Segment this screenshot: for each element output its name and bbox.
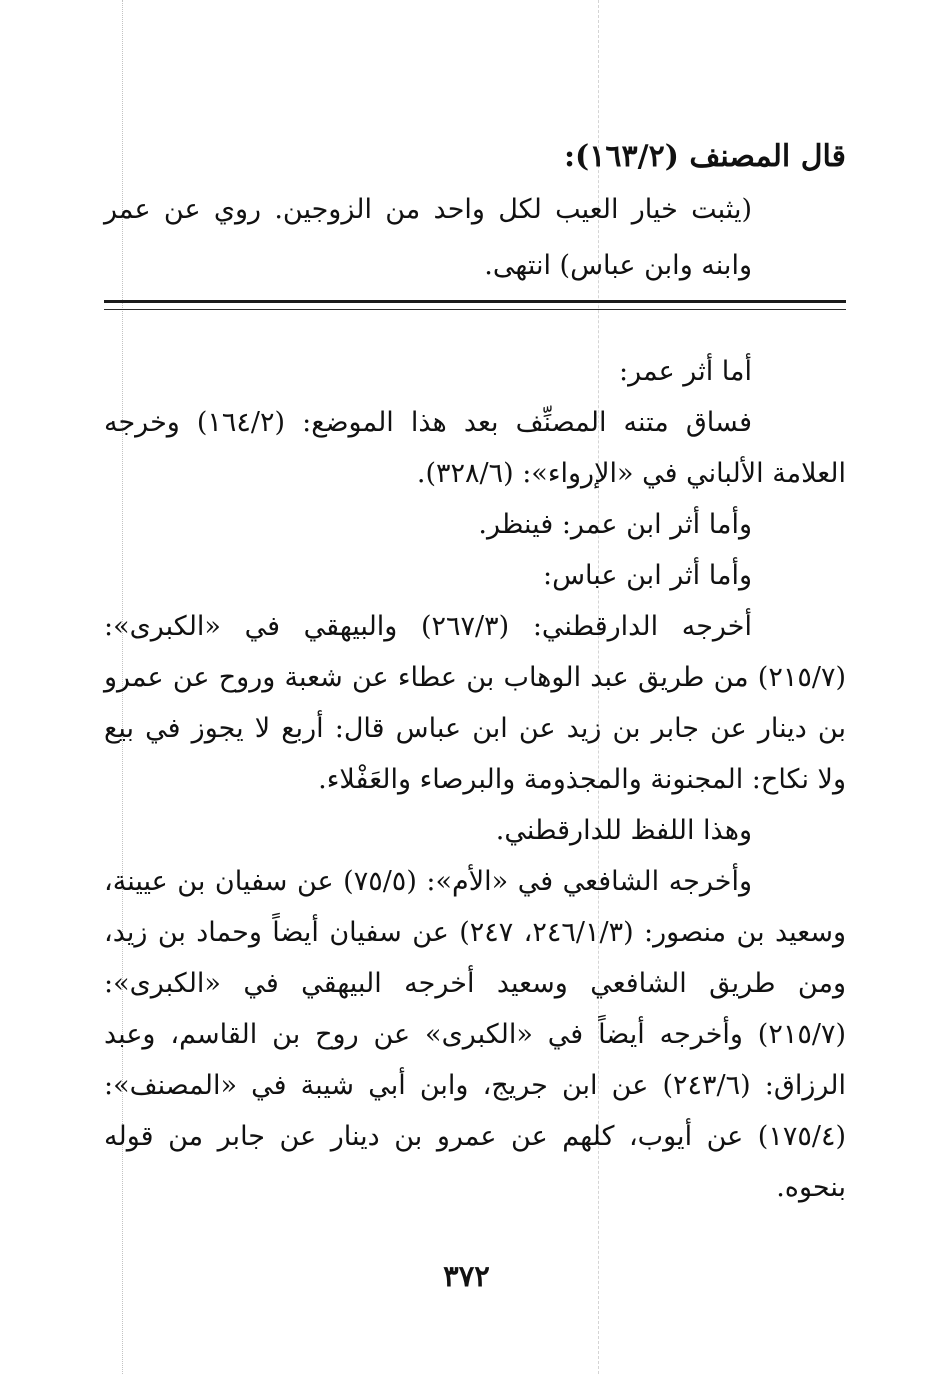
divider-thick-line [104, 300, 846, 303]
author-quote-text: (يثبت خيار العيب لكل واحد من الزوجين. روي عن عمر وابنه وابن عباس) انتهى. [104, 194, 752, 281]
paragraph-shafii: وأخرجه الشافعي في «الأم»: (٧٥/٥) عن سفيان بن عيينة، وسعيد بن منصور: (٢٤٦/١/٣، ٢٤٧) عن سفيان أيضاً وحماد بن زيد، ومن طريق الشافعي وسعيد أخرجه البيهقي في «الكبرى»: (٢١٥/٧) وأخرجه أيضاً في «الكبرى» عن روح بن القاسم، وعبد الرزاق: (٢٤٣/٦) عن ابن جريج، وابن أبي شيبة في «المصنف»: (١٧٥/٤) عن أيوب، كلهم عن عمرو بن دينار عن جابر من قوله بنحوه. [104, 866, 847, 1203]
paragraph-daraqutni: أخرجه الدارقطني: (٢٦٧/٣) والبيهقي في «الكبرى»: (٢١٥/٧) من طريق عبد الوهاب بن عطاء عن شعبة وروح عن عمرو بن دينار عن جابر بن زيد عن ابن عباس قال: أربع لا يجوز في بيع ولا نكاح: المجنونة والمجذومة والبرصاء والعَفْلاء. [104, 611, 846, 795]
divider-thin-line [104, 309, 846, 310]
section-heading: قال المصنف (١٦٣/٢): [563, 139, 846, 174]
section-divider [104, 300, 846, 316]
paragraph-wording-note: وهذا اللفظ للدارقطني. [495, 815, 752, 846]
paragraph-omar-source: فساق متنه المصنِّف بعد هذا الموضع: (١٦٤/٢) وخرجه العلامة الألباني في «الإرواء»: (٣٢٨/٦). [104, 407, 846, 489]
page-number: ٣٧٢ [443, 1259, 490, 1293]
paragraph-ibn-abbas: وأما أثر ابن عباس: [543, 560, 752, 591]
paragraph-ibn-omar: وأما أثر ابن عمر: فينظر. [478, 509, 752, 540]
author-quote-section [104, 132, 846, 294]
commentary-body [104, 346, 846, 1213]
paragraph-omar: أما أثر عمر: [619, 356, 752, 387]
